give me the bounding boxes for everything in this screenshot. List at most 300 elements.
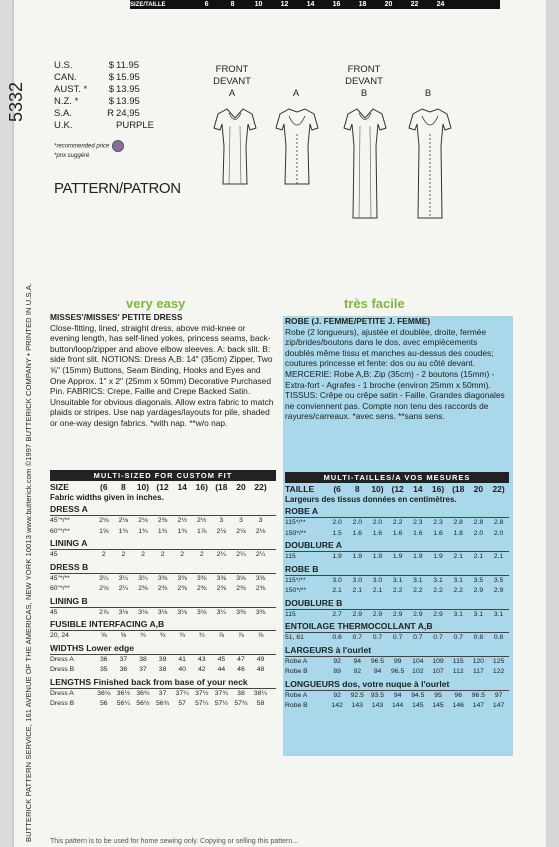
size-cell: 22) [492,484,505,494]
table-cell: 115 [452,657,464,665]
table-cell: 2.9 [392,610,403,618]
table-row [50,550,276,561]
view-label [338,64,390,100]
table-row [285,633,509,644]
table-row [50,608,276,619]
table-cell: 58 [256,700,265,707]
table-section-heading: ENTOILAGE THERMOCOLLANT A,B [285,620,509,633]
row-label: Robe B [285,702,308,709]
table-cell: 3⅛ [118,608,129,616]
table-cell: 3¼ [99,574,109,582]
table-cell: 2.8 [453,519,463,526]
table-cell: 3 [219,517,224,524]
table-cell: 42 [197,666,206,673]
size-cell: 16) [431,484,445,494]
table-cell: 89 [333,668,341,675]
table-cell: 3.1 [433,576,443,584]
table-cell: 2 [180,551,185,558]
table-cell: 36⅛ [97,689,111,697]
table-cell: 3¼ [216,608,227,616]
table-cell: 94 [393,691,402,699]
table-cell: 1¾ [118,527,129,535]
table-cell: 142 [331,702,343,709]
table-cell: 95 [434,691,442,699]
table-cell: 1.9 [372,553,383,560]
table-cell: 56½ [136,700,150,707]
table-cell: 1.6 [352,529,362,537]
table-row [50,699,276,710]
table-cell: ⅞ [218,632,225,639]
table-cell: 2⅜ [236,585,246,592]
size-bar-size: 20 [384,1,393,8]
row-label: 115*/** [285,519,306,526]
table-cell: 146 [452,702,464,709]
table-cell: 2.0 [473,529,484,537]
table-cell: 1.9 [413,553,423,560]
table-cell: 145 [432,702,444,709]
table-section-heading: DOUBLURE A [285,539,509,552]
table-cell: 2⅜ [255,585,266,592]
table-cell: 57¾ [234,700,248,707]
table-cell: 2.9 [433,610,443,618]
size-bar-size: 18 [358,1,367,8]
table-row [285,586,509,597]
table-cell: 94 [353,657,362,665]
table-cell: 96.5 [391,668,405,675]
row-label: 45 [50,608,58,616]
table-cell: 0.7 [433,634,443,641]
table-cell: 2.9 [372,610,383,618]
size-cell: (18 [215,482,228,492]
table-cell: 2½ [177,517,187,524]
table-row [285,576,509,587]
size-cell: 22) [254,482,267,492]
table-title: MULTI-TAILLES/A VOS MESURES [285,472,509,483]
table-row [285,610,509,621]
table-cell: 1¾ [138,527,148,535]
row-label: Robe A [285,657,308,665]
price-value: PURPLE [116,120,155,131]
table-cell: 109 [432,657,444,665]
table-cell: ¾ [140,632,146,639]
table-cell: 56¾ [155,700,170,707]
table-cell: 3⅛ [177,608,187,616]
row-label: 45"*/** [50,574,70,582]
size-cell: (6 [100,482,108,492]
table-row [50,574,276,585]
pattern-number: 5332 [6,81,26,122]
size-bar-size: 14 [306,1,315,8]
table-cell: 36¾ [136,689,150,697]
size-cell: 14 [177,482,187,492]
price-symbol: $ [108,60,114,71]
dress-a-back-drawing [272,106,322,188]
table-cell: 94.5 [411,691,425,699]
row-label: Robe A [285,691,308,699]
table-section-heading: ROBE B [285,563,509,576]
table-cell: 3⅝ [216,574,227,582]
size-cell: (6 [333,484,341,494]
size-row-label: TAILLE [285,484,315,494]
table-cell: 3¼ [138,574,148,582]
table-cell: 97 [494,691,503,699]
table-cell: 2⅞ [99,608,109,616]
table-row [285,657,509,668]
table-row [50,584,276,595]
size-cell: 20 [473,484,484,494]
table-cell: 2⅜ [216,585,227,592]
view-label-line: DEVANT [345,76,383,87]
table-cell: 2⅜ [157,585,168,592]
table-cell: 45 [217,655,226,663]
row-label: 150*/** [285,529,307,537]
table-cell: 1.6 [392,529,403,537]
table-cell: 1.9 [332,553,342,560]
table-cell: 41 [178,655,186,663]
widths-note: Fabric widths given in inches. [50,493,164,502]
price-row [54,60,176,72]
size-cell: 20 [236,482,246,492]
row-label: Dress B [50,700,75,707]
table-cell: 0.6 [332,634,342,641]
table-cell: 0.7 [413,634,423,641]
table-cell: 1⅝ [99,527,109,535]
table-cell: 0.7 [352,634,362,641]
table-cell: 2.0 [372,519,383,526]
price-country: U.S. [54,60,73,71]
table-cell: 3.1 [453,610,463,618]
size-bar-size: 10 [254,1,263,8]
table-row [50,655,276,666]
view-label [286,88,306,100]
table-cell: 2⅛ [255,527,266,535]
table-cell: 2.9 [493,587,504,594]
size-row [285,483,509,495]
view-label-line: FRONT [347,64,381,75]
table-cell: 143 [371,702,384,709]
table-cell: 2 [199,551,204,558]
table-cell: 2.2 [392,519,403,526]
size-row-label: SIZE [50,482,69,492]
size-cell: (18 [452,484,465,494]
table-cell: 37 [158,689,167,697]
table-section-heading: DRESS A [50,503,276,516]
table-cell: 2 [160,551,165,558]
table-cell: 0.8 [473,634,484,641]
table-cell: 2⅜ [197,585,207,592]
table-cell: 3.5 [473,576,484,584]
table-cell: 92 [353,668,362,675]
table-cell: 2⅜ [138,585,148,592]
table-row [50,527,276,538]
table-cell: 2.1 [352,587,362,594]
table-cell: 3.1 [453,576,463,584]
table-cell: 143 [351,702,363,709]
table-cell: 38 [237,689,245,697]
price-symbol: $ [108,72,114,83]
table-cell: 2.2 [433,587,443,594]
table-cell: 2⅛ [216,527,227,535]
table-cell: 37¼ [175,689,189,697]
table-cell: 2.1 [372,587,383,594]
dress-a-front-drawing [210,106,260,188]
table-cell: 3⅜ [197,574,207,582]
table-section-heading: DOUBLURE B [285,597,509,610]
table-cell: 125 [492,657,505,665]
table-cell: 2.8 [473,519,484,526]
pattern-label: PATTERN/PATRON [54,180,181,197]
price-symbol [102,120,114,132]
table-row [50,665,276,676]
size-bar-label: SIZE/TAILLE [130,1,166,8]
table-cell: ⅞ [238,632,244,639]
table-cell: 2 [101,551,106,558]
table-cell: 92 [333,691,341,699]
size-bar-size: 12 [280,1,289,8]
price-row [54,72,176,84]
size-row [50,481,276,493]
table-cell: 1.5 [332,529,342,537]
view-letter: B [360,88,368,99]
table-cell: 122 [492,668,505,675]
table-cell: 47 [237,655,245,663]
price-symbol: $ [108,96,114,107]
envelope-edge [546,0,559,847]
price-value: 13.95 [116,96,140,107]
table-cell: 1.6 [413,529,423,537]
table-row [50,516,276,527]
row-label: 60"*/** [50,585,70,592]
price-country: AUST. * [54,84,88,95]
size-bar-size: 22 [410,1,419,8]
row-label: Dress A [50,655,74,663]
table-cell: 1.9 [392,553,403,560]
table-cell: 107 [432,668,444,675]
price-row [54,84,176,96]
table-cell: 0.7 [392,634,403,641]
row-label: Dress B [50,666,75,673]
table-cell: ⅞ [257,632,264,639]
table-cell: 39 [158,655,167,663]
size-bar [130,0,500,9]
table-cell: 2.3 [433,519,443,526]
table-cell: 2⅜ [157,517,168,524]
view-label-line: DEVANT [213,76,251,87]
table-cell: 3⅛ [138,608,148,616]
table-cell: 104 [412,657,424,665]
table-row [285,701,509,712]
size-cell: 8 [354,484,360,494]
table-row [285,691,509,702]
table-cell: 1.8 [453,529,463,537]
french-yardage-table [285,472,509,712]
table-cell: 2.8 [493,519,504,526]
view-label-line: FRONT [215,64,249,75]
price-value: 24,95 [116,108,140,119]
table-cell: ¾ [198,632,205,639]
table-cell: 2.2 [392,587,403,594]
size-bar-size: 24 [436,1,445,8]
price-symbol: R [107,108,114,119]
table-cell: 99 [393,657,402,665]
table-cell: 38¼ [253,689,268,697]
size-bar-size: 16 [332,1,341,8]
table-row [285,529,509,540]
table-cell: 2.7 [332,610,342,618]
table-cell: 3⅛ [197,608,207,616]
table-cell: 93.5 [370,691,385,699]
price-list [54,60,176,132]
english-yardage-table [50,470,276,710]
french-description [285,316,507,422]
table-section-heading: LINING A [50,537,276,550]
table-cell: 3⅝ [255,574,266,582]
very-easy-heading: very easy [126,296,186,311]
table-cell: 2⅛ [99,585,109,592]
price-country: N.Z. * [54,96,79,107]
table-cell: 3.0 [372,576,383,584]
row-label: 150*/** [285,587,307,594]
description-heading: ROBE (J. FEMME/PETITE J. FEMME) [285,316,431,326]
table-cell: 147 [492,702,505,709]
table-cell: 2.9 [473,587,484,594]
table-cell: 1⅞ [197,527,207,535]
table-row [285,518,509,529]
size-cell: 8 [121,482,126,492]
table-section-heading: LENGTHS Finished back from base of your neck [50,676,276,689]
price-country: S.A. [54,108,72,119]
table-cell: ⅝ [120,632,127,639]
view-letter: A [292,88,300,99]
table-cell: 1¾ [177,527,187,535]
table-cell: 2.2 [453,587,463,594]
size-cell: (12 [391,484,404,494]
description-heading: MISSES'/MISSES' PETITE DRESS [50,312,183,322]
table-cell: 57½ [214,700,228,707]
tres-facile-heading: très facile [344,296,405,311]
table-cell: 96.5 [471,691,486,699]
table-cell: 38 [158,666,167,673]
recommended-price-text: *recommended price [54,143,110,150]
table-cell: 49 [256,655,265,663]
suggested-price-text: *pnx suggéré [54,153,90,159]
table-cell: 0.8 [493,634,504,641]
table-cell: 3⅜ [177,574,187,582]
dress-b-front-drawing [340,106,390,221]
table-cell: 112 [452,668,464,675]
table-cell: 3.1 [413,576,423,584]
table-cell: 96.5 [370,657,385,665]
view-letter: B [424,88,432,99]
table-cell: 37¾ [214,689,228,697]
table-cell: 2¼ [236,551,246,558]
table-cell: 56¼ [116,700,130,707]
table-row [285,667,509,678]
table-cell: 2⅛ [236,527,246,535]
table-cell: 36½ [116,689,130,697]
size-cell: 16) [195,482,208,492]
table-cell: 46 [237,666,245,673]
table-cell: 96 [454,691,462,699]
table-cell: 36 [119,666,128,673]
table-cell: 3 [258,517,263,524]
table-cell: 37 [139,666,147,673]
description-fabrics: TISSUS: Crêpe ou crêpe satin - Faille. Grandes diagonales ne conviennent pas. Compte non tenu des raccords de rayures/carreaux. *avec sens. **sans sens. [285,390,505,422]
table-section-heading: WIDTHS Lower edge [50,642,276,655]
table-cell: 2 [141,551,145,558]
table-cell: 2.2 [413,587,423,594]
row-label: 60"*/** [50,527,70,535]
price-row [54,120,176,132]
size-bar-size: 6 [204,1,209,8]
price-value: 11.95 [116,60,140,71]
description-notions: MERCERIE: Robe A,B: Zip (35cm) - 2 boutons (15mm) - Extra-fort - Agrafes - 1 broche (environ 25mm x 50mm). [285,368,495,390]
table-cell: 3.1 [473,610,484,618]
table-title: MULTI-SIZED FOR CUSTOM FIT [50,470,276,481]
table-cell: 43 [197,655,206,663]
row-label: Dress A [50,689,74,697]
table-cell: 1.9 [433,553,443,560]
table-section-heading: DRESS B [50,561,276,574]
price-row [54,96,176,108]
publisher-side-text: BUTTERICK PATTERN SERVICE, 161 AVENUE OF THE AMERICAS, NEW YORK 10013 www.butterick.com ©1997 BUTTERICK COMPANY • PRINTED IN U.S.A. [24,282,33,842]
table-cell: 2⅛ [118,517,129,524]
dress-b-back-drawing [405,106,455,221]
description-body: Robe (2 longueurs), ajustée et doublée, droite, fermée zip/brides/boutons dans le dos, avec empiècements doublés même tissu et manches au-dessus des coudes; coutures princesse et fente: dos ou au côté devant. [285,326,494,369]
table-cell: 38 [139,655,147,663]
footer-note: This pattern is to be used for home sewing only. Copying or selling this pattern... [50,838,299,845]
size-bar-size: 8 [230,1,235,8]
table-cell: 2.1 [493,553,504,560]
table-cell: 1.9 [352,553,362,560]
size-cell: (12 [156,482,169,492]
widths-note: Largeurs des tissus données en centimètres. [285,495,457,504]
table-cell: 2.1 [453,553,463,560]
table-cell: 147 [472,702,485,709]
table-cell: 3.1 [493,610,504,618]
price-row [54,108,176,120]
price-country: U.K. [54,120,73,131]
row-label: Robe B [285,668,308,675]
table-cell: 102 [412,668,424,675]
table-cell: 3.0 [332,576,342,584]
table-cell: 0.7 [453,634,463,641]
table-cell: 2 [121,551,126,558]
row-label: 115 [285,553,296,560]
row-label: 115*/** [285,576,306,584]
size-cell: 10) [136,482,150,492]
table-cell: 2¼ [216,551,227,558]
table-cell: ⅝ [100,632,107,639]
table-cell: 1¾ [157,527,168,535]
table-cell: 120 [472,657,485,665]
table-cell: 2.1 [332,587,342,594]
size-cell: 10) [371,484,384,494]
purple-dot-icon [112,140,124,152]
table-cell: 56 [100,700,108,707]
size-cell: 14 [413,484,423,494]
table-cell: 3.5 [493,576,504,584]
table-cell: 144 [391,702,404,709]
row-label: 51, 61 [285,634,304,641]
table-cell: ¾ [159,632,166,639]
view-label [206,64,258,100]
table-section-heading: FUSIBLE INTERFACING A,B [50,618,276,631]
table-cell: 2.0 [332,519,342,526]
table-cell: 3⅜ [236,608,246,616]
row-label: 45"*/** [50,517,70,524]
table-cell: 3⅜ [255,608,266,616]
